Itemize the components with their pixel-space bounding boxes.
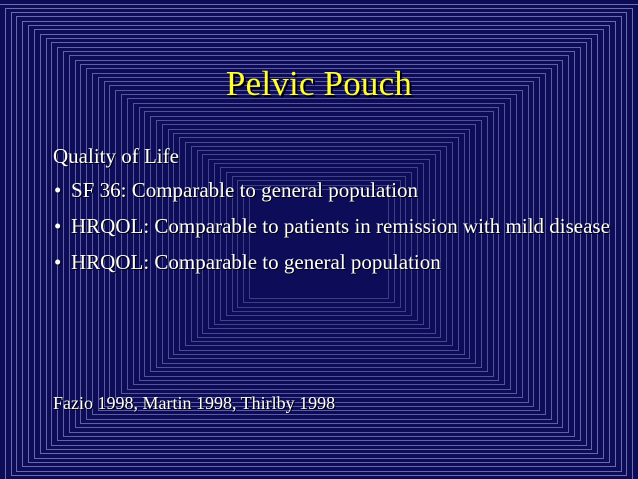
bullet-item (53, 214, 613, 238)
bullet-text: HRQOL: Comparable to general population (71, 250, 441, 274)
bullet-icon: • (54, 214, 62, 238)
bullet-icon: • (54, 250, 62, 274)
bullet-text: SF 36: Comparable to general population (71, 178, 419, 202)
slide-body (53, 144, 613, 286)
citation: Fazio 1998, Martin 1998, Thirlby 1998 (53, 393, 336, 413)
bullet-text: HRQOL: Comparable to patients in remission with mild disease (71, 214, 610, 238)
section-heading: Quality of Life (53, 144, 179, 168)
bullet-item (53, 178, 613, 202)
slide-title: Pelvic Pouch (225, 64, 413, 103)
bullet-item (53, 250, 613, 274)
bullet-icon: • (54, 178, 62, 202)
